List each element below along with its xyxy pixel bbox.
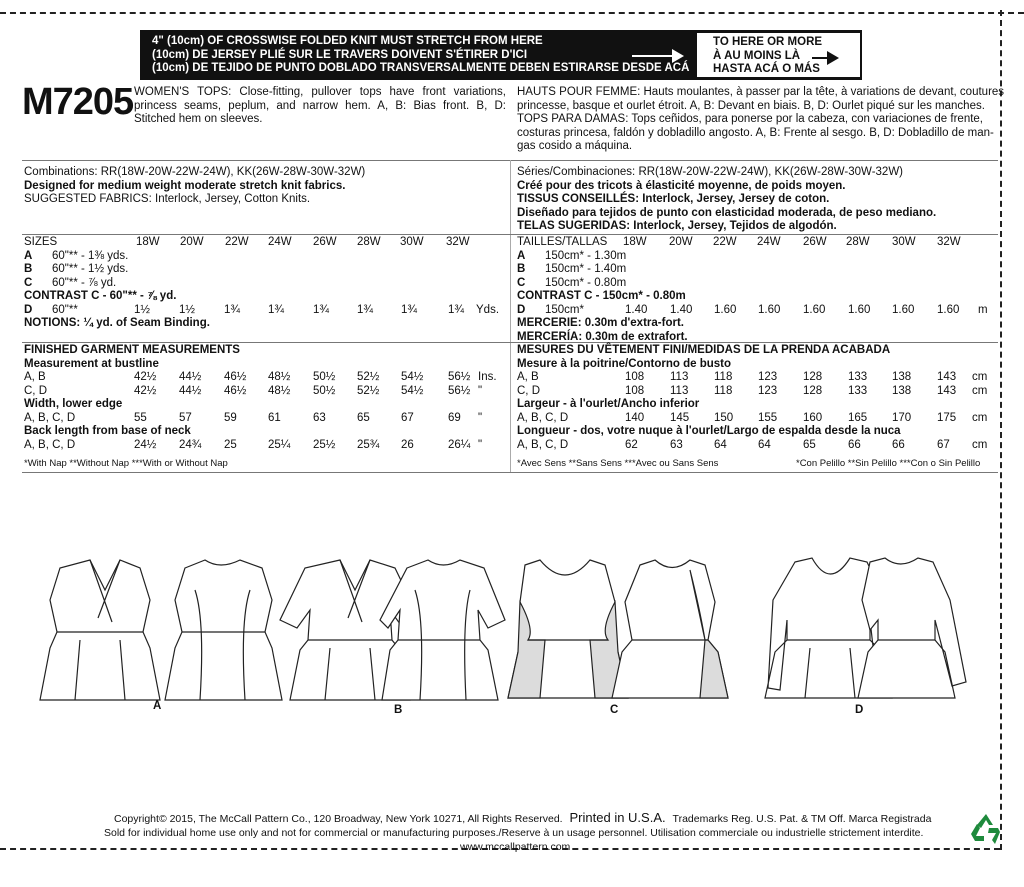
yardage-amount: 1.60 [758,303,781,316]
yardage-amount: 1¾ [224,303,240,316]
unit: Ins. [478,371,497,383]
footer-line-1 [114,811,931,826]
yardage-row [517,277,997,291]
measurement-row [24,412,504,426]
yardage-amount: 1.60 [803,303,826,316]
measurement-value: 61 [268,411,281,424]
notions-row: MERCERIE: 0.30m d'extra-fort. [517,317,684,329]
measurement-value: 63 [313,411,326,424]
desc-line: HAUTS POUR FEMME: Hauts moulantes, à passer par la tête, à variations de devant, coutures [517,86,1005,98]
measurement-value: 48½ [268,384,291,397]
measurement-value: 118 [714,371,733,383]
desc-line: princess seams, peplum, and narrow hem. A, B: Bias front. B, D: [134,99,506,112]
contrast-c-row: CONTRAST C - 150cm* - 0.80m [517,290,686,302]
row-label: A, B [24,371,46,383]
yardage-amount: 1½ [179,303,195,316]
view-label-a: A [153,700,162,712]
yardage-amount: 1¾ [313,303,329,316]
size-header: 24W [757,236,781,248]
measurement-row [517,439,997,453]
copyright: Copyright© 2015, The McCall Pattern Co., 120 Broadway, New York 10271, All Rights Reserved. [114,813,563,825]
measurement-value: 108 [625,371,645,383]
desc-line: WOMEN'S TOPS: Close-fitting, pullover tops have front variations, [134,86,506,98]
row-label: A, B, C, D [24,438,76,451]
measurement-value: 65 [803,438,816,451]
yardage-amount: 1¾ [357,303,373,316]
measurement-value: 145 [670,411,690,424]
notions-row: NOTIONS: ¼ yd. of Seam Binding. [24,317,210,329]
measurement-value: 54½ [401,371,424,383]
target-line-es: HASTA ACÁ O MÁS [713,63,820,75]
fr-es-fabric-info [517,166,936,234]
measurement-value: 62 [625,438,638,451]
view-letter: D [517,303,526,316]
measurement-value: 24¾ [179,438,202,451]
printed-in: Printed in U.S.A. [569,810,666,825]
yardage-amount: 1.60 [714,303,737,316]
measurement-value: 64 [714,438,727,451]
yardage-amount: 1.60 [892,303,915,316]
target-line-fr: À AU MOINS LÀ [713,49,801,62]
size-header: 18W [136,236,160,248]
unit: m [978,303,988,316]
size-header: 30W [400,236,424,248]
measurement-value: 42½ [134,371,157,383]
measurement-value: 165 [848,411,868,424]
yardage-row [517,250,997,264]
desc-line: costuras princesa, faldón y dobladillo angosto. A, B: Frente al sesgo. B, D: Dobladillo de man- [517,126,994,139]
stretch-gauge-instructions [152,35,689,76]
view-letter: A [517,249,526,262]
measurement-value: 66 [892,438,905,451]
unit: cm [972,371,988,383]
yardage-value: 60"** - ⅞ yd. [52,276,117,289]
yardage-value: 150cm* - 1.40m [545,263,627,275]
measurement-value: 140 [625,411,645,424]
unit: " [478,411,483,424]
measurement-value: 138 [892,384,912,397]
size-header: 26W [313,236,337,248]
measurement-value: 25¾ [357,438,380,451]
measurement-value: 55 [134,411,147,424]
measurement-value: 44½ [179,384,202,397]
unit: Yds. [476,303,500,316]
desc-line: Stitched hem on sleeves. [134,113,263,125]
stretch-gauge-banner [140,30,862,80]
measurement-row [517,371,997,385]
finished-title: FINISHED GARMENT MEASUREMENTS [24,344,240,356]
measurement-value: 44½ [179,371,202,383]
measurement-row [517,385,997,399]
measurement-row [24,439,504,453]
fabric-width: 60"** [52,303,78,316]
unit: cm [972,384,988,397]
measurement-value: 113 [670,371,689,383]
measurement-value: 150 [714,411,734,424]
yardage-row [517,263,997,277]
size-header: 18W [623,236,647,248]
yardage-row [24,250,504,264]
row-label: A, B [517,371,539,383]
size-header: 28W [357,236,381,248]
measurement-value: 113 [670,384,689,397]
yardage-value: 150cm* - 0.80m [545,276,627,289]
size-header: 32W [446,236,470,248]
measurement-value: 56½ [448,371,471,383]
view-letter: C [517,276,526,289]
cut-line-right [1000,10,1002,850]
size-header: 28W [846,236,870,248]
measurement-value: 50½ [313,384,336,397]
telas-sugeridas: TELAS SUGERIDAS: Interlock, Jersey, Tejidos de algodón. [517,220,837,232]
yardage-value: 150cm* - 1.30m [545,249,627,262]
designed-for: Designed for medium weight moderate stretch knit fabrics. [24,179,346,192]
view-letter: D [24,303,33,316]
size-header: 22W [713,236,737,248]
measurement-group-title: Back length from base of neck [24,425,191,437]
sizes-header-row [517,236,997,250]
measurement-value: 46½ [224,371,247,383]
cree-pour: Créé pour des tricots à élasticité moyenne, de poids moyen. [517,179,846,192]
measurement-value: 48½ [268,371,291,383]
stretch-line-en: 4" (10cm) OF CROSSWISE FOLDED KNIT MUST STRETCH FROM HERE [152,35,543,47]
measurement-group-title: Largeur - à l'ourlet/Ancho inferior [517,398,700,410]
yardage-value: 60"** - 1⅜ yds. [52,249,129,262]
english-description [134,86,506,127]
yardage-amount: 1.40 [625,303,648,316]
stretch-target-box [697,33,860,77]
french-spanish-description [517,86,1005,154]
yardage-amount: 1.40 [670,303,693,316]
measurement-value: 143 [937,384,957,397]
desc-line: TOPS PARA DAMAS: Tops ceñidos, para ponerse por la cabeza, con variaciones de frente, [517,113,984,125]
measurement-value: 65 [357,411,370,424]
cut-line-top [0,12,1024,14]
view-a-back [165,560,282,700]
desc-line: gas cosido a máquina. [517,140,633,152]
arrow-head-icon [672,49,686,63]
measurement-value: 67 [401,411,414,424]
view-c-front [508,560,628,698]
measurement-value: 143 [937,371,957,383]
view-a-front [40,560,160,700]
contrast-d-row [517,304,997,318]
unit: cm [972,411,988,424]
stretch-line-fr: (10cm) DE JERSEY PLIÉ SUR LE TRAVERS DOIVENT S'ÉTIRER D'ICI [152,48,528,61]
measurement-value: 118 [714,384,733,397]
yardage-amount: 1¾ [401,303,417,316]
divider [22,234,998,235]
measurement-value: 63 [670,438,683,451]
measurement-value: 66 [848,438,861,451]
footer-website: www.mccallpattern.com [460,841,571,853]
yardage-value: 60"** - 1½ yds. [52,263,129,275]
measurement-value: 175 [937,411,957,424]
suggested-fabrics: SUGGESTED FABRICS: Interlock, Jersey, Cotton Knits. [24,193,311,205]
measurement-value: 59 [224,411,237,424]
size-header: 26W [803,236,827,248]
divider [22,342,998,343]
view-letter: A [24,249,33,262]
measurement-row [24,385,504,399]
row-label: C, D [24,384,47,397]
measurement-value: 50½ [313,371,336,383]
target-line-en: TO HERE OR MORE [713,36,823,48]
measurement-row [517,412,997,426]
measurement-value: 133 [848,384,868,397]
unit: cm [972,438,988,451]
nap-note-en: *With Nap **Without Nap ***With or Without Nap [24,458,228,469]
size-header: 20W [669,236,693,248]
measurement-value: 128 [803,384,823,397]
disenado-para: Diseñado para tejidos de punto con elasticidad moderada, de peso mediano. [517,206,937,219]
measurement-value: 108 [625,384,645,397]
yardage-amount: 1.60 [848,303,871,316]
yardage-amount: 1¾ [268,303,284,316]
tissus-conseilles: TISSUS CONSEILLÉS: Interlock, Jersey, Jersey de coton. [517,193,830,205]
measurement-value: 25 [224,438,237,451]
measurement-value: 128 [803,371,823,383]
garment-illustrations [0,540,1000,720]
measurement-value: 155 [758,411,778,424]
series: Séries/Combinaciones: RR(18W-20W-22W-24W), KK(26W-28W-30W-32W) [517,166,904,178]
measurement-row [24,371,504,385]
measurement-value: 54½ [401,384,424,397]
measurement-group-title: Width, lower edge [24,398,123,410]
column-divider [510,160,511,472]
size-header: 20W [180,236,204,248]
measurement-value: 133 [848,371,868,383]
measurement-value: 24½ [134,438,157,451]
english-fabric-info [24,166,365,207]
measurement-value: 52½ [357,371,380,383]
measurement-value: 52½ [357,384,380,397]
measurement-group-title: Measurement at bustline [24,357,159,370]
view-c-back [612,560,728,698]
measurement-value: 123 [758,371,778,383]
yardage-amount: 1.60 [937,303,960,316]
stretch-line-es: (10cm) DE TEJIDO DE PUNTO DOBLADO TRANSVERSALMENTE DEBEN ESTIRARSE DESDE ACÁ [152,62,690,74]
measurement-value: 56½ [448,384,471,397]
unit: " [478,384,483,397]
measurement-group-title: Mesure à la poitrine/Contorno de busto [517,357,732,370]
view-letter: B [517,263,526,275]
unit: " [478,438,483,451]
measurement-value: 57 [179,411,192,424]
yardage-amount: 1¾ [448,303,464,316]
view-label-c: C [610,704,619,716]
measurement-value: 69 [448,411,461,424]
footer-sold: Sold for individual home use only and not for commercial or manufacturing purposes./Reserve à un usage personnel. Utilisation commerciale ou industrielle strictement interdite. [104,827,924,839]
trademarks: Trademarks Reg. U.S. Pat. & TM Off. Marca Registrada [672,813,932,825]
fabric-width: 150cm* [545,303,584,316]
measurement-group-title: Longueur - dos, votre nuque à l'ourlet/Largo de espalda desde la nuca [517,425,901,437]
measurement-value: 123 [758,384,778,397]
pattern-number: M7205 [22,81,134,123]
sizes-header-row [24,236,504,250]
row-label: C, D [517,384,540,397]
notions-row: MERCERÍA: 0.30m de extrafort. [517,330,688,343]
yardage-row [24,277,504,291]
yardage-amount: 1½ [134,303,150,316]
contrast-c-row: CONTRAST C - 60"** - ⅞ yd. [24,290,177,302]
measurement-value: 67 [937,438,950,451]
measurement-value: 25¼ [268,438,291,451]
measurement-value: 138 [892,371,912,383]
size-header: 32W [937,236,961,248]
combinations: Combinations: RR(18W-20W-22W-24W), KK(26W-28W-30W-32W) [24,166,366,178]
view-letter: C [24,276,33,289]
divider [22,472,998,473]
arrow-head-icon [827,51,841,65]
measurement-value: 64 [758,438,771,451]
desc-line: princesse, basque et ourlet étroit. A, B: Devant en biais. B, D: Ourlet piqué sur les manches. [517,99,985,112]
measurement-value: 26¼ [448,438,471,451]
size-header: 24W [268,236,292,248]
contrast-d-row [24,304,504,318]
measurement-value: 25½ [313,438,336,451]
view-label-b: B [394,704,403,716]
recycle-icon [967,812,1005,848]
measurement-value: 42½ [134,384,157,397]
measurement-value: 26 [401,438,414,451]
sizes-label: TAILLES/TALLAS [517,236,608,248]
nap-note-es: *Con Pelillo **Sin Pelillo ***Con o Sin Pelillo [796,458,981,469]
row-label: A, B, C, D [24,411,76,424]
view-letter: B [24,263,33,275]
measurement-value: 160 [803,411,823,424]
yardage-row [24,263,504,277]
row-label: A, B, C, D [517,438,569,451]
finished-title: MESURES DU VÊTEMENT FINI/MEDIDAS DE LA PRENDA ACABADA [517,344,891,356]
measurement-value: 46½ [224,384,247,397]
view-label-d: D [855,704,864,716]
size-header: 30W [892,236,916,248]
sizes-label: SIZES [24,236,58,248]
measurement-value: 170 [892,411,912,424]
size-header: 22W [225,236,249,248]
row-label: A, B, C, D [517,411,569,424]
nap-note-fr: *Avec Sens **Sans Sens ***Avec ou Sans Sens [517,458,719,469]
